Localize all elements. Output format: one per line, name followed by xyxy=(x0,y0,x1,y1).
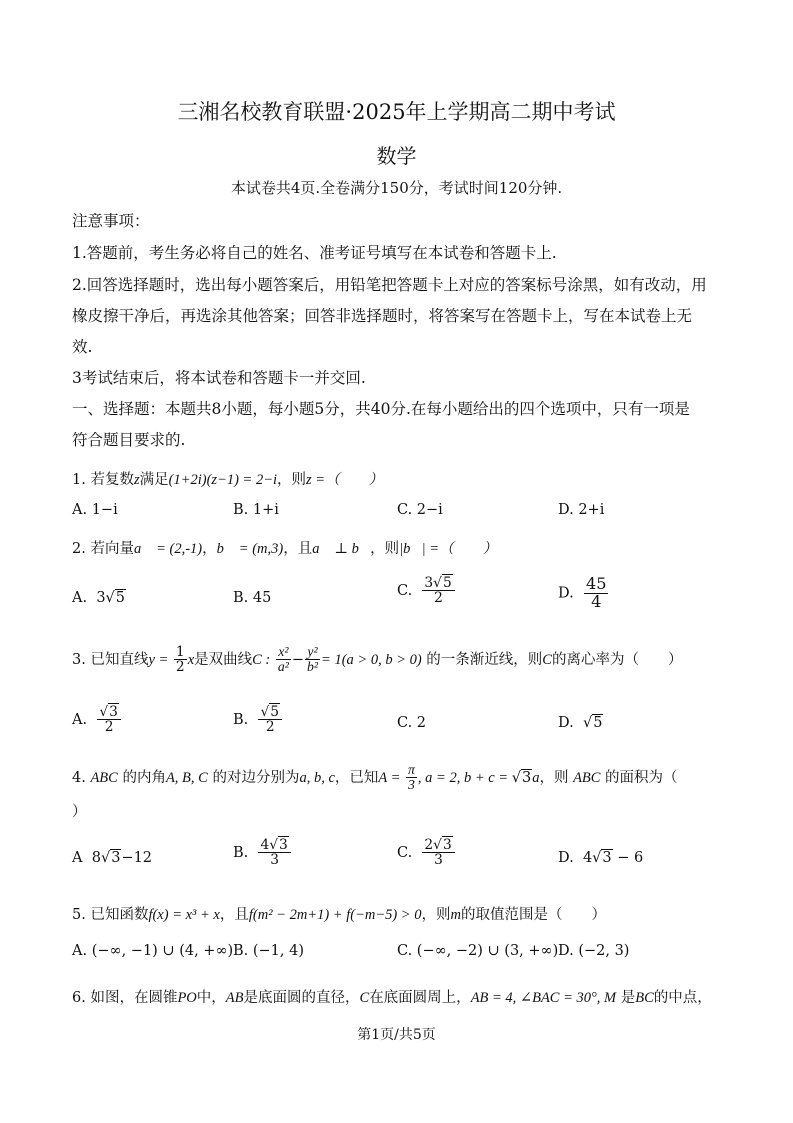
q4-t5: 的面积为（ xyxy=(600,769,678,786)
q4-angles: A, B, C xyxy=(165,769,208,786)
sqrt-symbol: √5 xyxy=(260,704,280,720)
q1-equation: (1+2i)(z−1) = 2−i xyxy=(168,472,278,488)
q4-pi-frac xyxy=(406,763,417,793)
q1-option-b: B. 1+i xyxy=(233,502,279,518)
q3-cond: = 1(a > 0, b > 0) xyxy=(321,651,422,668)
q2-post: ，则 xyxy=(370,541,400,557)
question-3 xyxy=(72,645,682,675)
q4-d-radicand: 3 xyxy=(602,850,612,866)
q5-option-c: C. (−∞, −2) ∪ (3, +∞) xyxy=(397,943,559,959)
q4-prefix: 4. xyxy=(72,769,91,786)
q4-option-b xyxy=(233,838,292,868)
q4-t1: 的内角 xyxy=(117,769,166,786)
q2-a-radicand: 5 xyxy=(115,590,126,606)
q3-half xyxy=(174,645,187,675)
q5-option-a: A. (−∞, −1) ∪ (4, +∞) xyxy=(72,943,234,959)
q2-a-coef: 3 xyxy=(96,590,106,606)
q2-c-fraction xyxy=(422,576,454,606)
q3-option-d xyxy=(558,715,603,731)
note-2-line2: 橡皮擦干净后，再选涂其他答案；回答非选择题时，将答案写在答题卡上，写在本试卷上无 xyxy=(72,307,693,325)
q3-half-den: 2 xyxy=(175,659,185,676)
question-5 xyxy=(72,903,606,924)
notes-heading: 注意事项： xyxy=(72,212,150,230)
q4-b-label: B. xyxy=(233,844,249,861)
q4-c-fraction xyxy=(422,838,454,868)
q3-half-num: 1 xyxy=(175,644,185,660)
exam-title: 三湘名校教育联盟·2025年上学期高二期中考试 xyxy=(177,100,616,124)
q5-mid: ，且 xyxy=(219,907,249,923)
q4-d-coef: 4 xyxy=(582,850,593,866)
q4-a-eq: A = xyxy=(378,769,401,786)
q1-option-c: C. 2−i xyxy=(397,502,443,518)
note-2-line3: 效. xyxy=(72,338,93,356)
q4-option-c xyxy=(397,838,456,868)
q4-sides: a, b, c xyxy=(299,769,335,786)
q6-t2: 是底面圆的直径， xyxy=(243,990,360,1006)
q6-prefix: 6. 如图，在圆锥 xyxy=(72,990,178,1006)
q3-mid: 是双曲线 xyxy=(194,651,253,668)
q3-a2: a² xyxy=(277,659,289,675)
q2-c-radicand: 5 xyxy=(442,575,452,591)
q2-option-b: B. 45 xyxy=(233,590,272,606)
q6-cond: AB = 4, ∠BAC = 30°, M xyxy=(470,990,617,1006)
q2-d-denominator: 4 xyxy=(591,591,602,611)
q2-option-a xyxy=(72,590,126,606)
q4-option-a xyxy=(72,850,152,866)
q4-b-fraction xyxy=(258,838,290,868)
sqrt-symbol: √5 xyxy=(582,715,603,731)
q6-ab: AB xyxy=(225,990,244,1006)
q5-option-b: B. (−1, 4) xyxy=(233,943,305,959)
q5-prefix: 5. 已知函数 xyxy=(72,907,149,923)
sqrt-symbol: √3 xyxy=(269,837,288,853)
note-1: 1.答题前，考生务必将自己的姓名、准考证号填写在本试卷和答题卡上. xyxy=(72,244,557,262)
q1-var: z xyxy=(133,472,140,488)
sqrt-symbol: √3 xyxy=(592,850,612,866)
q3-b-label: B. xyxy=(233,711,249,728)
q3-post: 的一条渐近线，则 xyxy=(426,651,543,668)
sqrt-symbol: √3 xyxy=(99,704,118,720)
note-2-line1: 2.回答选择题时，选出每小题答案后，用铅笔把答题卡上对应的答案标号涂黑，如有改动，用 xyxy=(72,276,707,294)
q3-minus: − xyxy=(291,651,305,668)
q3-b-fraction xyxy=(258,705,282,735)
sqrt-symbol: √5 xyxy=(433,575,452,591)
q1-ask: z =（ ） xyxy=(306,472,384,488)
q4-t3: ，已知 xyxy=(334,769,379,786)
q2-a-label: A. xyxy=(72,590,88,606)
q4-a-label: A xyxy=(72,850,83,866)
q2-option-d xyxy=(558,576,609,611)
sqrt-symbol: √3 xyxy=(433,837,452,853)
q2-prefix: 2. 若向量 xyxy=(72,541,134,557)
q3-a-fraction xyxy=(97,705,121,735)
q4-three: 3 xyxy=(408,777,415,793)
q4-b-radicand: 3 xyxy=(279,837,288,853)
q3-d-label: D. xyxy=(558,715,574,731)
q5-post: ，则 xyxy=(421,907,451,923)
q3-x2-frac xyxy=(276,645,291,675)
sqrt-symbol: √5 xyxy=(105,590,126,606)
q1-option-a: A. 1−i xyxy=(72,502,118,518)
q4-d-label: D. xyxy=(558,850,574,866)
q4-a-tail: −12 xyxy=(121,850,153,866)
page-number: 第1页/共5页 xyxy=(357,1027,436,1043)
q1-mid: 满足 xyxy=(139,472,169,488)
q1-post: ，则 xyxy=(277,472,307,488)
q4-sqrt-radicand: 3 xyxy=(521,769,532,786)
q3-x2: x² xyxy=(276,645,291,660)
q3-b-radicand: 5 xyxy=(270,704,280,720)
exam-subject: 数学 xyxy=(376,144,417,168)
q5-option-d: D. (−2, 3) xyxy=(558,943,630,959)
q4-c-den: 3 xyxy=(434,852,443,869)
q4-b-coef: 4 xyxy=(260,837,270,853)
q6-t4: 是 xyxy=(616,990,636,1006)
q2-d-fraction xyxy=(584,576,609,611)
q4-c-label: C. xyxy=(397,844,413,861)
q5-inequality: f(m² − 2m+1) + f(−m−5) > 0 xyxy=(248,907,422,923)
q3-a-radicand: 3 xyxy=(109,704,118,720)
q6-bc: BC xyxy=(635,990,654,1006)
exam-intro: 本试卷共4页.全卷满分150分，考试时间120分钟. xyxy=(230,179,563,197)
q6-po: PO xyxy=(177,990,197,1006)
q3-option-b xyxy=(233,705,283,735)
q3-b-den: 2 xyxy=(265,719,275,736)
q3-d-radicand: 5 xyxy=(593,715,603,731)
q4-t4: ，则 xyxy=(539,769,574,786)
q3-c-var: C : xyxy=(252,651,271,668)
q2-d-numerator: 45 xyxy=(585,574,607,593)
q3-prefix: 3. 已知直线 xyxy=(72,651,149,668)
q4-c-coef: 2 xyxy=(424,837,434,853)
q2-vector-b: b⃗ = (m,3) xyxy=(216,541,284,557)
q6-t3: 在底面圆周上， xyxy=(369,990,471,1006)
q4-triangle: ABC xyxy=(90,769,118,786)
q3-y2: y² xyxy=(305,645,320,660)
q3-a-den: 2 xyxy=(104,719,114,736)
q3-b2: b² xyxy=(307,659,319,675)
q1-prefix: 1. 若复数 xyxy=(72,472,134,488)
q4-b-den: 3 xyxy=(270,852,280,869)
q6-t5: 的中点， xyxy=(653,990,712,1006)
q4-option-d xyxy=(558,850,643,866)
q4-cond: , a = 2, b + c = xyxy=(417,769,512,786)
note-3: 3考试结束后，将本试卷和答题卡一并交回. xyxy=(72,369,366,387)
question-4 xyxy=(72,763,678,793)
question-2 xyxy=(72,537,497,558)
section-heading-line1: 一、选择题：本题共8小题，每小题5分，共40分.在每小题给出的四个选项中，只有一项是 xyxy=(72,400,690,418)
q2-c-denominator: 2 xyxy=(434,590,443,607)
q2-mid: ，且 xyxy=(283,541,313,557)
q3-option-a xyxy=(72,705,122,735)
question-6 xyxy=(72,986,712,1007)
section-heading-line2: 符合题目要求的. xyxy=(72,431,186,449)
q4-t2: 的对边分别为 xyxy=(207,769,300,786)
q3-option-c: C. 2 xyxy=(397,715,427,731)
q5-m: m xyxy=(450,907,461,923)
q3-a-label: A. xyxy=(72,711,88,728)
q4-triangle-2: ABC xyxy=(573,769,601,786)
q5-ask: 的取值范围是（ ） xyxy=(460,907,606,923)
q5-function: f(x) = x³ + x xyxy=(148,907,220,923)
q4-a-radicand: 3 xyxy=(111,850,121,866)
q4-close-paren: ） xyxy=(72,804,87,820)
q3-c: C xyxy=(542,651,552,668)
q6-t1: 中， xyxy=(196,990,226,1006)
q2-sep: ， xyxy=(202,541,217,557)
q3-x: x xyxy=(187,651,195,668)
q4-pi: π xyxy=(408,762,415,777)
q2-c-coef: 3 xyxy=(424,575,434,591)
q2-c-label: C. xyxy=(397,582,413,599)
q4-a-coef: 8 xyxy=(91,850,101,866)
q4-d-tail: − 6 xyxy=(612,850,644,866)
question-1 xyxy=(72,468,383,489)
q1-option-d: D. 2+i xyxy=(558,502,605,518)
q6-c: C xyxy=(359,990,370,1006)
q3-y-eq: y = xyxy=(148,651,169,668)
sqrt-symbol: √3 xyxy=(100,850,121,866)
q2-ask: |b⃗| =（ ） xyxy=(399,541,498,557)
q2-option-c xyxy=(397,576,456,606)
q2-d-label: D. xyxy=(558,585,574,602)
q3-ask: 的离心率为（ ） xyxy=(551,651,683,668)
q2-vector-a: a⃗ = (2,-1) xyxy=(133,541,203,557)
q4-c-radicand: 3 xyxy=(442,837,452,853)
q4-a-var: a xyxy=(532,769,540,786)
q2-perp: a⃗ ⊥ b⃗ xyxy=(312,541,371,557)
q3-y2-frac xyxy=(305,645,320,675)
sqrt-symbol: √3 xyxy=(511,769,532,786)
